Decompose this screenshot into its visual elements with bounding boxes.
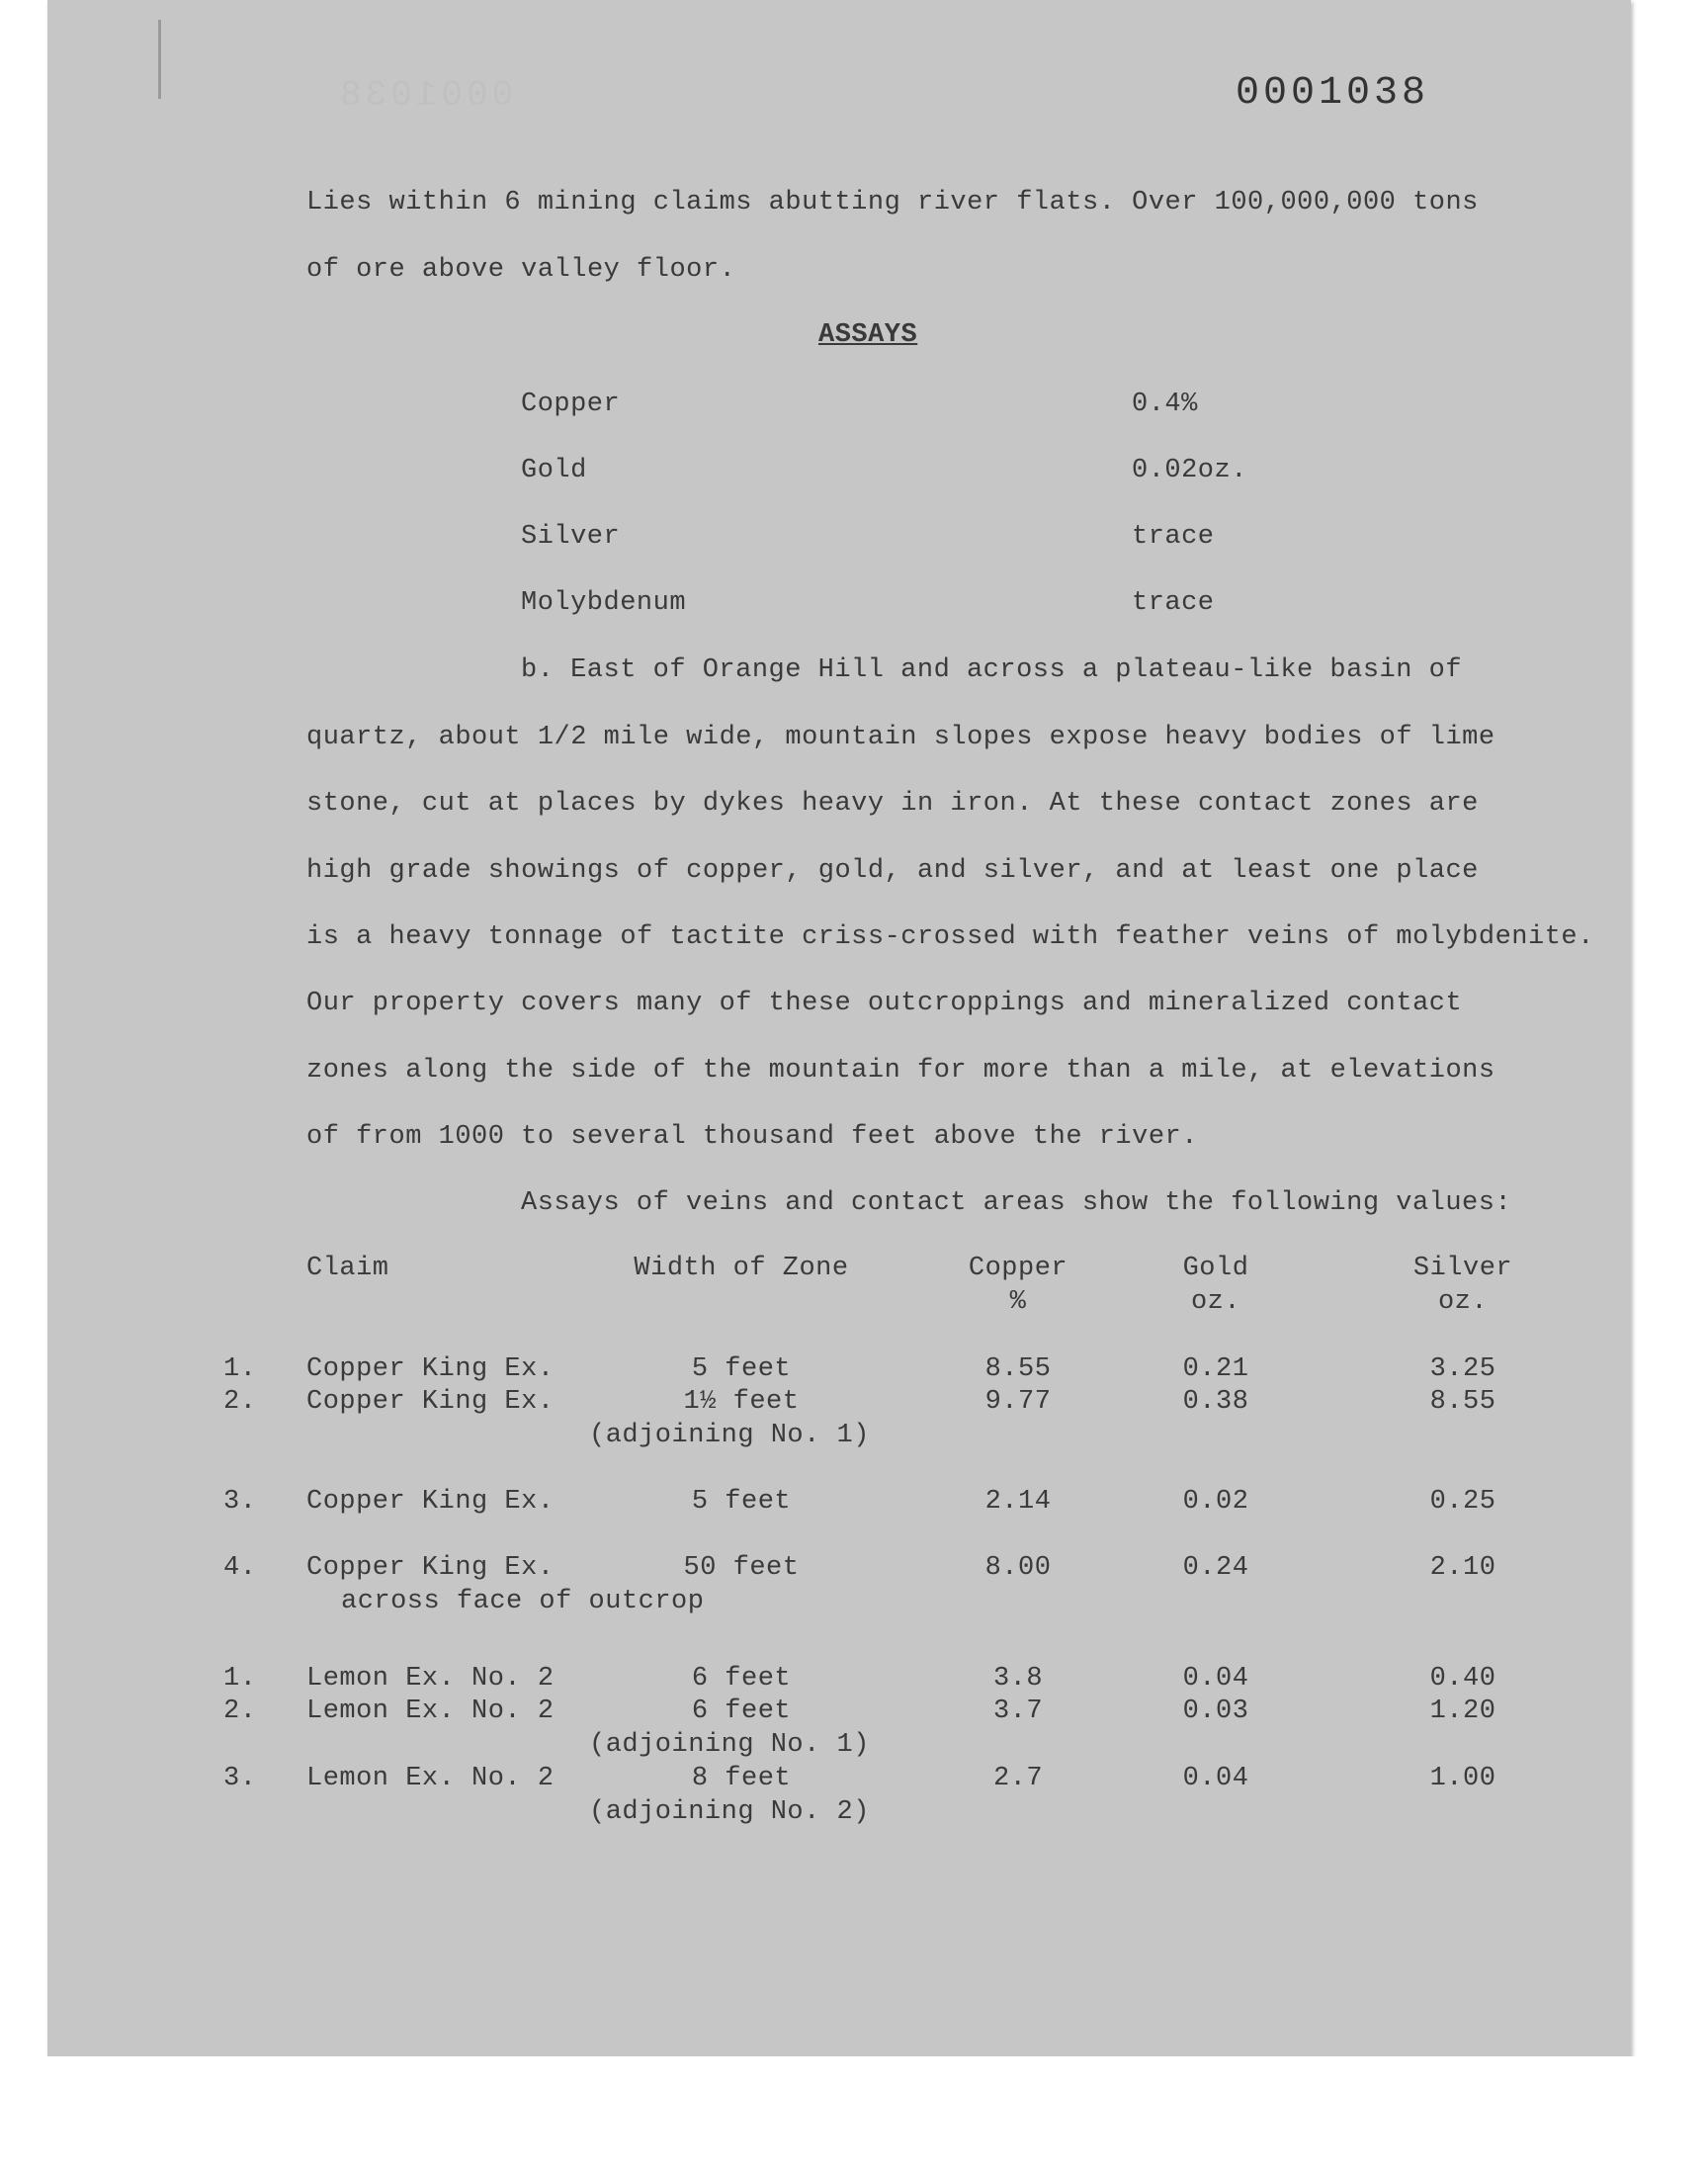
paragraph-line: is a heavy tonnage of tactite criss-crossed with feather veins of molybdenite.	[306, 922, 1594, 952]
row-claim: Copper King Ex.	[306, 1354, 555, 1384]
row-number: 2.	[223, 1387, 257, 1417]
assay-element-molybdenum: Molybdenum	[521, 588, 687, 618]
row-silver: 1.20	[1429, 1696, 1496, 1726]
row-silver: 0.25	[1429, 1487, 1496, 1517]
table-intro: Assays of veins and contact areas show the following values:	[521, 1188, 1512, 1218]
assay-value-silver: trace	[1132, 522, 1215, 552]
assay-element-copper: Copper	[521, 390, 621, 419]
header-gold-unit: oz.	[1190, 1287, 1241, 1317]
intro-line-1: Lies within 6 mining claims abutting river flats. Over 100,000,000 tons	[306, 188, 1479, 218]
row-silver: 0.40	[1429, 1664, 1496, 1694]
row-silver: 3.25	[1429, 1354, 1496, 1384]
assay-value-gold: 0.02oz.	[1132, 456, 1247, 485]
row-width: 5 feet	[691, 1354, 792, 1384]
row-claim: Lemon Ex. No. 2	[306, 1696, 555, 1726]
header-width-of-zone: Width of Zone	[634, 1254, 849, 1283]
row-copper: 3.7	[992, 1696, 1044, 1726]
row-gold: 0.03	[1182, 1696, 1249, 1726]
row-gold: 0.38	[1182, 1387, 1249, 1417]
header-copper: Copper	[968, 1254, 1068, 1283]
row-silver: 1.00	[1429, 1764, 1496, 1793]
row-width: 1½ feet	[683, 1387, 800, 1417]
row-width: 5 feet	[691, 1487, 792, 1517]
assay-value-molybdenum: trace	[1132, 588, 1215, 618]
header-silver: Silver	[1412, 1254, 1513, 1283]
row-gold: 0.21	[1182, 1354, 1249, 1384]
intro-line-2: of ore above valley floor.	[306, 255, 736, 285]
row-width: 8 feet	[691, 1764, 792, 1793]
header-gold: Gold	[1182, 1254, 1249, 1283]
assay-value-copper: 0.4%	[1132, 390, 1198, 419]
paragraph-line: of from 1000 to several thousand feet above the river.	[306, 1122, 1198, 1152]
scan-mark	[158, 20, 161, 99]
row-claim: Copper King Ex.	[306, 1387, 555, 1417]
header-copper-unit: %	[1009, 1287, 1027, 1317]
row-copper: 8.55	[984, 1354, 1052, 1384]
row-width: 6 feet	[691, 1696, 792, 1726]
row-copper: 2.7	[992, 1764, 1044, 1793]
row-claim: Lemon Ex. No. 2	[306, 1764, 555, 1793]
header-claim: Claim	[306, 1254, 389, 1283]
row-copper: 3.8	[992, 1664, 1044, 1694]
row-gold: 0.24	[1182, 1553, 1249, 1583]
bleed-through-page-number: 0001038	[336, 75, 514, 116]
row-number: 3.	[223, 1764, 257, 1793]
row-note: (adjoining No. 2)	[589, 1797, 870, 1827]
header-silver-unit: oz.	[1437, 1287, 1489, 1317]
row-number: 2.	[223, 1696, 257, 1726]
row-copper: 8.00	[984, 1553, 1052, 1583]
row-width: 6 feet	[691, 1664, 792, 1694]
row-note: (adjoining No. 1)	[589, 1730, 870, 1760]
scan-margin	[0, 2056, 1708, 2175]
paragraph-line: b. East of Orange Hill and across a plateau-like basin of	[521, 655, 1463, 685]
row-note: (adjoining No. 1)	[589, 1421, 870, 1450]
paragraph-line: zones along the side of the mountain for more than a mile, at elevations	[306, 1056, 1495, 1086]
row-gold: 0.04	[1182, 1764, 1249, 1793]
row-number: 4.	[223, 1553, 257, 1583]
row-note: across face of outcrop	[341, 1587, 705, 1616]
paragraph-line: quartz, about 1/2 mile wide, mountain slopes expose heavy bodies of lime	[306, 723, 1495, 752]
row-claim: Copper King Ex.	[306, 1553, 555, 1583]
paragraph-line: high grade showings of copper, gold, and silver, and at least one place	[306, 856, 1479, 886]
row-width: 50 feet	[683, 1553, 800, 1583]
paragraph-line: stone, cut at places by dykes heavy in iron. At these contact zones are	[306, 789, 1479, 819]
row-number: 1.	[223, 1664, 257, 1694]
page-number: 0001038	[1236, 71, 1430, 116]
row-number: 1.	[223, 1354, 257, 1384]
assay-element-silver: Silver	[521, 522, 621, 552]
assays-heading: ASSAYS	[818, 320, 918, 350]
row-silver: 2.10	[1429, 1553, 1496, 1583]
row-claim: Lemon Ex. No. 2	[306, 1664, 555, 1694]
row-claim: Copper King Ex.	[306, 1487, 555, 1517]
row-number: 3.	[223, 1487, 257, 1517]
row-copper: 2.14	[984, 1487, 1052, 1517]
row-copper: 9.77	[984, 1387, 1052, 1417]
row-gold: 0.02	[1182, 1487, 1249, 1517]
row-silver: 8.55	[1429, 1387, 1496, 1417]
paragraph-line: Our property covers many of these outcroppings and mineralized contact	[306, 989, 1463, 1018]
assay-element-gold: Gold	[521, 456, 587, 485]
row-gold: 0.04	[1182, 1664, 1249, 1694]
